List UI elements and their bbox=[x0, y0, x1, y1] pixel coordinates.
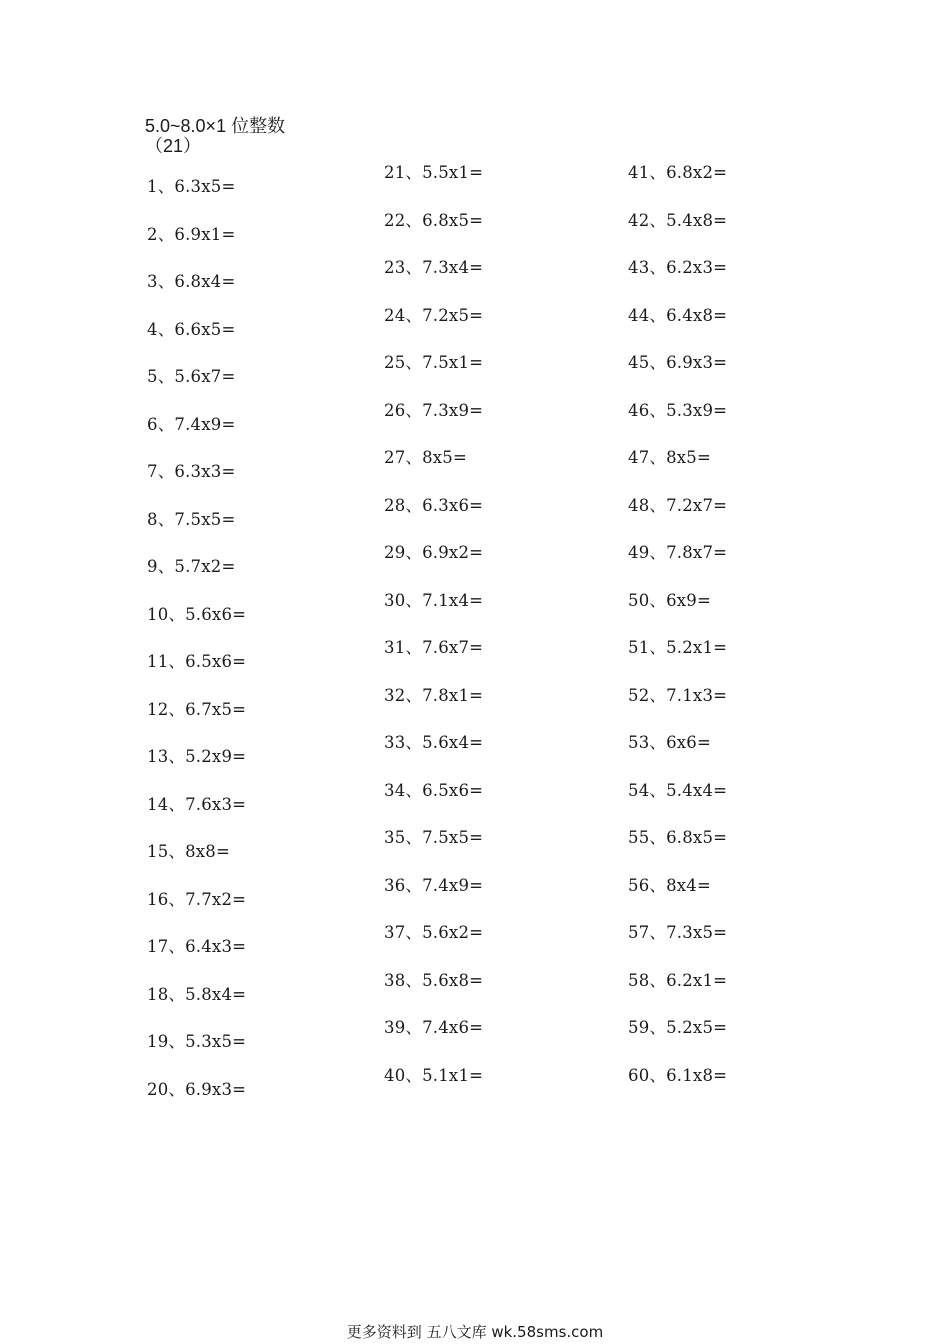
footer-watermark: 更多资料到 五八文库 wk.58sms.com bbox=[346, 1323, 604, 1341]
problem-item: 4、6.6x5= bbox=[147, 319, 236, 339]
problem-item: 27、8x5= bbox=[384, 448, 468, 467]
problem-item: 42、5.4x8= bbox=[628, 210, 728, 230]
problem-item: 2、6.9x1= bbox=[147, 224, 236, 244]
problem-item: 9、5.7x2= bbox=[147, 557, 236, 576]
problem-item: 15、8x8= bbox=[147, 842, 231, 861]
problem-item: 16、7.7x2= bbox=[147, 889, 247, 909]
problem-item: 30、7.1x4= bbox=[384, 590, 484, 610]
problem-item: 59、5.2x5= bbox=[628, 1018, 728, 1037]
problem-item: 32、7.8x1= bbox=[384, 685, 484, 705]
problem-item: 53、6x6= bbox=[628, 733, 712, 752]
problem-item: 3、6.8x4= bbox=[147, 272, 236, 291]
problem-item: 49、7.8x7= bbox=[628, 543, 728, 562]
problem-item: 57、7.3x5= bbox=[628, 923, 728, 942]
problem-item: 10、5.6x6= bbox=[147, 604, 247, 624]
problem-item: 31、7.6x7= bbox=[384, 638, 484, 657]
problem-item: 24、7.2x5= bbox=[384, 305, 484, 325]
problem-item: 6、7.4x9= bbox=[147, 414, 236, 434]
problem-item: 46、5.3x9= bbox=[628, 400, 728, 420]
problem-item: 50、6x9= bbox=[628, 590, 712, 610]
problem-item: 37、5.6x2= bbox=[384, 923, 484, 942]
problem-item: 45、6.9x3= bbox=[628, 353, 728, 372]
problem-item: 52、7.1x3= bbox=[628, 685, 728, 705]
problem-item: 19、5.3x5= bbox=[147, 1032, 247, 1051]
problem-item: 23、7.3x4= bbox=[384, 258, 484, 277]
problem-item: 11、6.5x6= bbox=[147, 652, 247, 671]
problem-item: 55、6.8x5= bbox=[628, 828, 728, 847]
problem-item: 21、5.5x1= bbox=[384, 163, 484, 182]
problem-item: 43、6.2x3= bbox=[628, 258, 728, 277]
problem-item: 39、7.4x6= bbox=[384, 1018, 484, 1037]
problem-item: 40、5.1x1= bbox=[384, 1065, 484, 1085]
problem-item: 44、6.4x8= bbox=[628, 305, 728, 325]
problem-item: 22、6.8x5= bbox=[384, 210, 484, 230]
problem-item: 35、7.5x5= bbox=[384, 828, 484, 847]
problem-item: 7、6.3x3= bbox=[147, 462, 236, 481]
problem-item: 14、7.6x3= bbox=[147, 794, 247, 814]
problem-item: 60、6.1x8= bbox=[628, 1065, 728, 1085]
problem-item: 13、5.2x9= bbox=[147, 747, 247, 766]
problem-item: 20、6.9x3= bbox=[147, 1079, 247, 1099]
problem-item: 12、6.7x5= bbox=[147, 699, 247, 719]
problem-item: 41、6.8x2= bbox=[628, 163, 728, 182]
problem-item: 47、8x5= bbox=[628, 448, 712, 467]
problem-item: 58、6.2x1= bbox=[628, 970, 728, 990]
problem-item: 8、7.5x5= bbox=[147, 509, 236, 529]
problem-item: 18、5.8x4= bbox=[147, 984, 247, 1004]
problem-item: 1、6.3x5= bbox=[147, 177, 236, 196]
problem-item: 29、6.9x2= bbox=[384, 543, 484, 562]
problem-item: 26、7.3x9= bbox=[384, 400, 484, 420]
problem-item: 5、5.6x7= bbox=[147, 367, 236, 386]
worksheet-title: 5.0~8.0×1 位整数（21） bbox=[145, 116, 286, 156]
problem-item: 33、5.6x4= bbox=[384, 733, 484, 752]
problem-item: 36、7.4x9= bbox=[384, 875, 484, 895]
problem-item: 56、8x4= bbox=[628, 875, 712, 895]
problem-item: 28、6.3x6= bbox=[384, 495, 484, 515]
problem-item: 17、6.4x3= bbox=[147, 937, 247, 956]
problem-item: 25、7.5x1= bbox=[384, 353, 484, 372]
problem-item: 38、5.6x8= bbox=[384, 970, 484, 990]
problem-item: 48、7.2x7= bbox=[628, 495, 728, 515]
problem-item: 54、5.4x4= bbox=[628, 780, 728, 800]
problem-item: 51、5.2x1= bbox=[628, 638, 728, 657]
problem-item: 34、6.5x6= bbox=[384, 780, 484, 800]
